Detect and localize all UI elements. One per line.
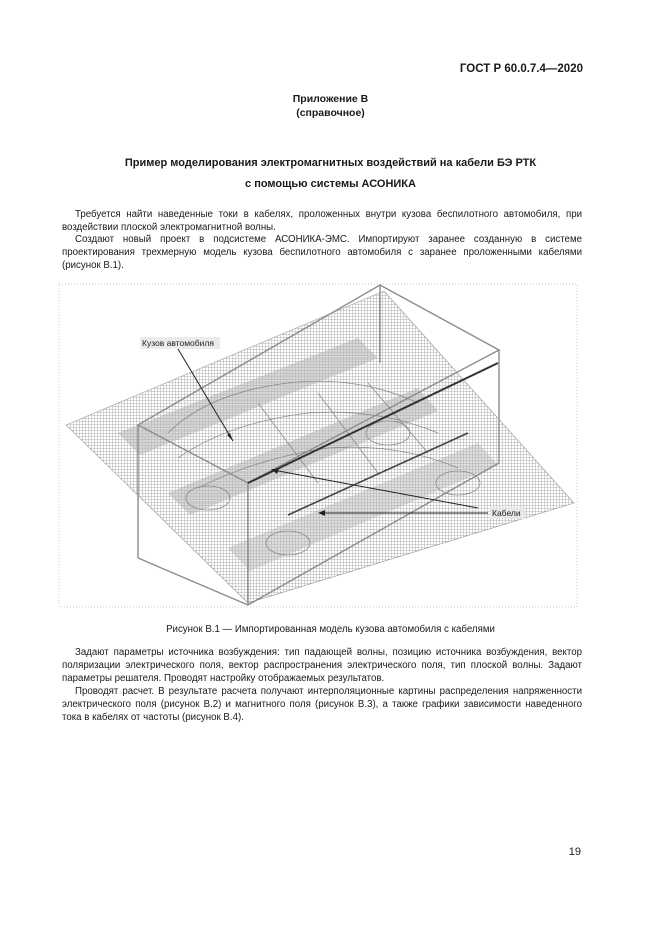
appendix-title: Приложение В bbox=[292, 93, 369, 105]
paragraph-2: Создают новый проект в подсистеме АСОНИКА-ЭМС. Импортируют заранее созданную в системе проектирования трехмерную модель кузова беспилотного автомобиля с заранее проложенными кабелями (рисунок В.1). bbox=[62, 234, 582, 271]
car-body-model-image bbox=[58, 283, 578, 608]
appendix-subtitle: (справочное) bbox=[296, 107, 365, 119]
document-code: ГОСТ Р 60.0.7.4—2020 bbox=[459, 63, 583, 75]
section-title-line1: Пример моделирования электромагнитных воздействий на кабели БЭ РТК bbox=[124, 157, 537, 169]
paragraph-4: Проводят расчет. В результате расчета получают интерполяционные картины распределения напряженности электрического поля (рисунок В.2) и магнитного поля (рисунок В.3), а также графики зависимости наведенного тока в кабелях от частоты (рисунок В.4). bbox=[62, 686, 582, 723]
label-car-body: Кузов автомобиля bbox=[142, 338, 214, 348]
label-cables: Кабели bbox=[492, 508, 521, 518]
paragraph-3: Задают параметры источника возбуждения: тип падающей волны, позицию источника возбуждения, вектор поляризации электрического поля, вектор распространения электрического поля, тип плоской волны. Задают параметры решателя. Проводят настройку отображаемых результатов. bbox=[62, 647, 582, 684]
page-number: 19 bbox=[568, 846, 581, 858]
section-title-line2: с помощью системы АСОНИКА bbox=[245, 178, 416, 190]
figure-b1 bbox=[58, 283, 578, 608]
paragraph-1: Требуется найти наведенные токи в кабелях, проложенных внутри кузова беспилотного автомобиля, при воздействии плоской электромагнитной волны. bbox=[62, 209, 582, 233]
figure-caption: Рисунок В.1 — Импортированная модель кузова автомобиля с кабелями bbox=[166, 624, 495, 635]
